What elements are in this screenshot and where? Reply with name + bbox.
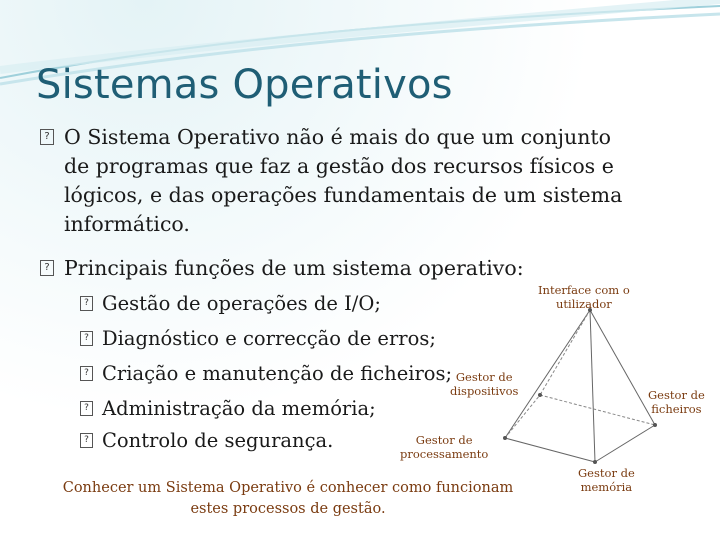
label-line: Gestor de — [578, 466, 635, 480]
label-file-manager — [648, 388, 705, 416]
diagram-backdrop — [508, 318, 660, 478]
bullet-marker: ? — [40, 260, 54, 276]
label-line: memória — [580, 480, 633, 494]
label-device-manager — [450, 370, 518, 398]
sub-bullet-text: Criação e manutenção de ficheiros; — [102, 362, 453, 385]
pyramid-vertex — [538, 393, 542, 397]
sub-bullet-text: Diagnóstico e correcção de erros; — [102, 327, 436, 350]
sub-bullet-marker: ? — [80, 366, 93, 381]
bullet-text: Principais funções de um sistema operativo: — [64, 256, 524, 280]
pyramid-vertex — [503, 436, 507, 440]
sub-bullet-text: Controlo de segurança. — [102, 429, 334, 452]
label-line: Gestor de — [648, 388, 705, 402]
bullet-marker: ? — [40, 129, 54, 145]
footer-note — [28, 478, 548, 520]
pyramid-vertex — [653, 423, 657, 427]
label-line: ficheiros — [651, 402, 702, 416]
label-line: processamento — [400, 447, 489, 461]
sub-bullet-marker: ? — [80, 331, 93, 346]
bullet-line: de programas que faz a gestão dos recursos físicos e — [64, 154, 614, 178]
label-line: dispositivos — [450, 384, 519, 398]
label-line: Gestor de — [455, 370, 513, 384]
footer-line: estes processos de gestão. — [190, 501, 386, 517]
label-user-interface — [538, 283, 630, 311]
label-line: Interface com o — [538, 283, 630, 297]
sub-bullet-marker: ? — [80, 401, 93, 416]
sub-bullet-text: Administração da memória; — [102, 397, 376, 420]
page-title: Sistemas Operativos — [36, 62, 453, 108]
sub-bullet-text: Gestão de operações de I/O; — [102, 292, 381, 315]
footer-line: Conhecer um Sistema Operativo é conhecer como funcionam — [62, 480, 514, 496]
label-memory-manager — [578, 466, 635, 494]
sub-bullet-marker: ? — [80, 433, 93, 448]
bullet-line: O Sistema Operativo não é mais do que um conjunto — [64, 125, 611, 149]
pyramid-vertex — [593, 460, 597, 464]
bullet-line: lógicos, e das operações fundamentais de um sistema — [64, 183, 623, 207]
label-line: Gestor de — [415, 433, 473, 447]
label-process-manager — [400, 433, 488, 461]
label-line: utilizador — [555, 297, 612, 311]
sub-bullet-marker: ? — [80, 296, 93, 311]
bullet-line: informático. — [64, 212, 190, 236]
